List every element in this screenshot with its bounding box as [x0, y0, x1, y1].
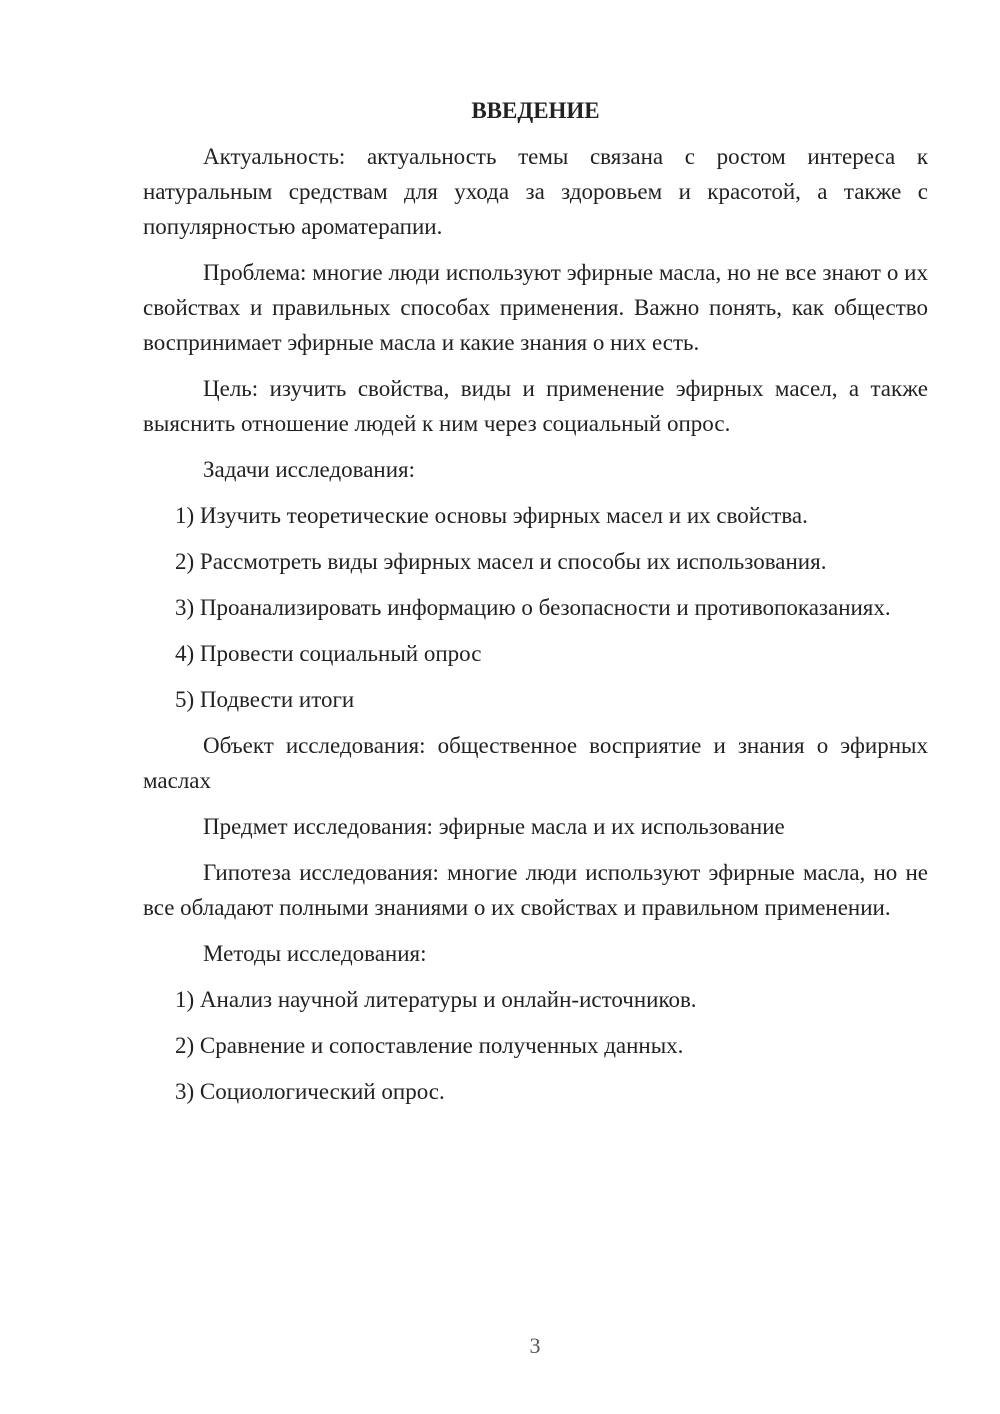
- relevance-paragraph: Актуальность: актуальность темы связана с ростом интереса к натуральным средствам для ухода за здоровьем и красотой, а также с популярностью ароматерапии.: [143, 144, 928, 239]
- task-item-3: 3) Проанализировать информацию о безопасности и противопоказаниях.: [175, 595, 891, 620]
- page-number: 3: [529, 1333, 541, 1358]
- method-item-1: 1) Анализ научной литературы и онлайн-источников.: [175, 987, 697, 1012]
- task-item-5: 5) Подвести итоги: [175, 687, 355, 712]
- subject-paragraph: Предмет исследования: эфирные масла и их использование: [203, 814, 785, 839]
- goal-paragraph: Цель: изучить свойства, виды и применение эфирных масел, а также выяснить отношение людей к ним через социальный опрос.: [143, 376, 928, 436]
- task-item-1: 1) Изучить теоретические основы эфирных масел и их свойства.: [175, 503, 808, 528]
- task-item-2: 2) Рассмотреть виды эфирных масел и способы их использования.: [175, 549, 827, 574]
- hypothesis-paragraph: Гипотеза исследования: многие люди используют эфирные масла, но не все обладают полными знаниями о их свойствах и правильном применении.: [143, 860, 928, 920]
- methods-heading: Методы исследования:: [203, 941, 427, 966]
- page-content: [143, 93, 928, 1120]
- method-item-2: 2) Сравнение и сопоставление полученных данных.: [175, 1033, 684, 1058]
- problem-paragraph: Проблема: многие люди используют эфирные масла, но не все знают о их свойствах и правильных способах применения. Важно понять, как общество воспринимает эфирные масла и какие знания о них есть.: [143, 260, 928, 355]
- tasks-heading: Задачи исследования:: [203, 457, 416, 482]
- object-paragraph: Объект исследования: общественное восприятие и знания о эфирных маслах: [143, 733, 928, 793]
- section-title: ВВЕДЕНИЕ: [471, 98, 600, 123]
- task-item-4: 4) Провести социальный опрос: [175, 641, 482, 666]
- method-item-3: 3) Социологический опрос.: [175, 1079, 445, 1104]
